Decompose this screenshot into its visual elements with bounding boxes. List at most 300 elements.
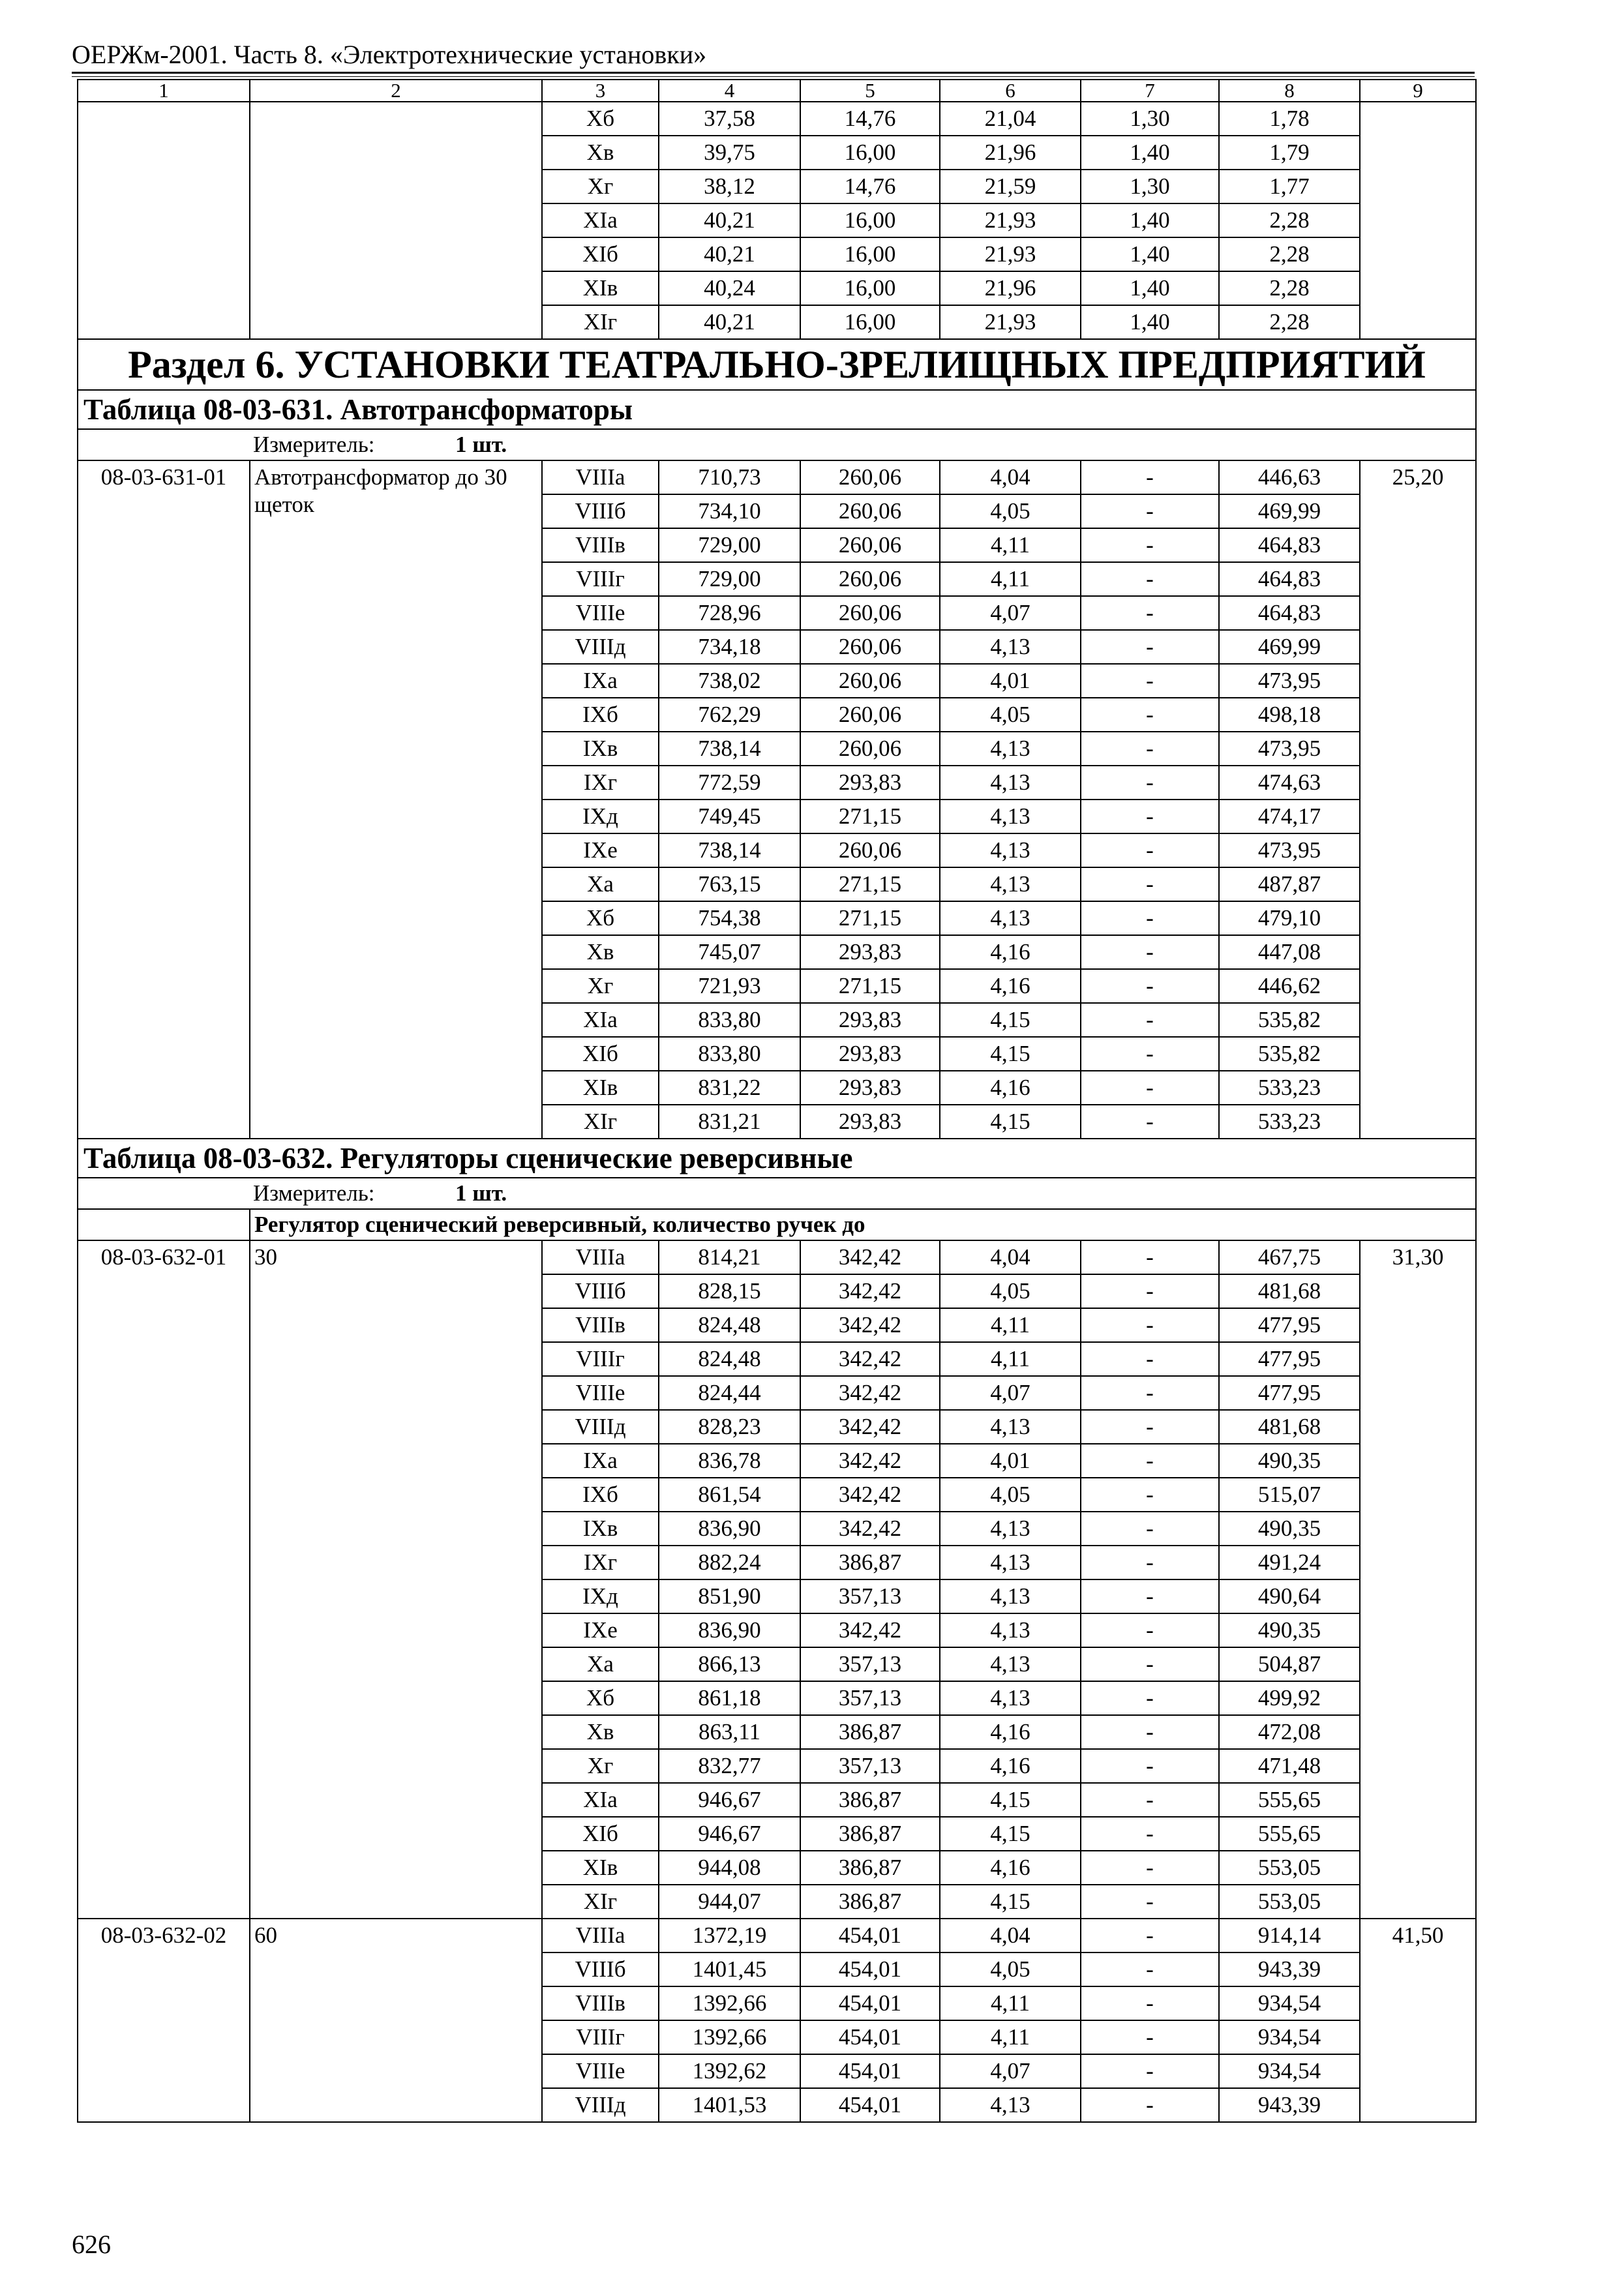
wage-cost: 16,00 bbox=[800, 237, 940, 271]
region-code: VIIIб bbox=[542, 494, 659, 528]
machinist-wage: 1,40 bbox=[1081, 203, 1219, 237]
materials-cost: 2,28 bbox=[1219, 305, 1360, 339]
machinist-wage: - bbox=[1081, 1579, 1219, 1613]
materials-cost: 491,24 bbox=[1219, 1546, 1360, 1579]
machine-cost: 4,15 bbox=[940, 1783, 1081, 1817]
materials-cost: 934,54 bbox=[1219, 2020, 1360, 2054]
region-code: Xа bbox=[542, 1647, 659, 1681]
wage-cost: 454,01 bbox=[800, 1952, 940, 1986]
total-cost: 946,67 bbox=[659, 1817, 800, 1851]
machine-cost: 4,07 bbox=[940, 1376, 1081, 1410]
materials-cost: 464,83 bbox=[1219, 596, 1360, 630]
machine-cost: 4,04 bbox=[940, 1919, 1081, 1952]
total-cost: 749,45 bbox=[659, 800, 800, 833]
wage-cost: 342,42 bbox=[800, 1512, 940, 1546]
item-name bbox=[250, 102, 542, 339]
machine-cost: 4,13 bbox=[940, 1681, 1081, 1715]
column-number: 3 bbox=[542, 80, 659, 102]
wage-cost: 260,06 bbox=[800, 494, 940, 528]
total-cost: 882,24 bbox=[659, 1546, 800, 1579]
materials-cost: 447,08 bbox=[1219, 935, 1360, 969]
table-row bbox=[78, 460, 1476, 494]
wage-cost: 260,06 bbox=[800, 833, 940, 867]
total-cost: 861,18 bbox=[659, 1681, 800, 1715]
region-code: VIIIд bbox=[542, 630, 659, 664]
machinist-wage: - bbox=[1081, 528, 1219, 562]
region-code: VIIIг bbox=[542, 562, 659, 596]
region-code: Xв bbox=[542, 935, 659, 969]
machinist-wage: - bbox=[1081, 562, 1219, 596]
total-cost: 738,14 bbox=[659, 732, 800, 766]
machinist-wage: - bbox=[1081, 1613, 1219, 1647]
region-code: IXв bbox=[542, 732, 659, 766]
total-cost: 40,24 bbox=[659, 271, 800, 305]
materials-cost: 914,14 bbox=[1219, 1919, 1360, 1952]
column-number: 8 bbox=[1219, 80, 1360, 102]
machine-cost: 4,13 bbox=[940, 766, 1081, 800]
machinist-wage: - bbox=[1081, 1952, 1219, 1986]
region-code: IXа bbox=[542, 1444, 659, 1478]
page-number: 626 bbox=[72, 2230, 111, 2259]
labor-cost: 41,50 bbox=[1360, 1919, 1476, 2122]
wage-cost: 293,83 bbox=[800, 1105, 940, 1139]
total-cost: 762,29 bbox=[659, 698, 800, 732]
machine-cost: 4,13 bbox=[940, 800, 1081, 833]
measure-label: Измеритель: bbox=[253, 1180, 375, 1206]
machine-cost: 4,01 bbox=[940, 1444, 1081, 1478]
wage-cost: 14,76 bbox=[800, 170, 940, 203]
machine-cost: 4,15 bbox=[940, 1037, 1081, 1071]
total-cost: 824,48 bbox=[659, 1308, 800, 1342]
wage-cost: 260,06 bbox=[800, 698, 940, 732]
total-cost: 1392,66 bbox=[659, 2020, 800, 2054]
materials-cost: 487,87 bbox=[1219, 867, 1360, 901]
machine-cost: 4,13 bbox=[940, 1613, 1081, 1647]
machinist-wage: - bbox=[1081, 2054, 1219, 2088]
machine-cost: 4,07 bbox=[940, 596, 1081, 630]
measure-row bbox=[78, 429, 1476, 460]
group-title: Регулятор сценический реверсивный, количество ручек до bbox=[250, 1209, 1476, 1240]
wage-cost: 357,13 bbox=[800, 1579, 940, 1613]
region-code: VIIIв bbox=[542, 1986, 659, 2020]
materials-cost: 2,28 bbox=[1219, 203, 1360, 237]
section-row bbox=[78, 339, 1476, 390]
materials-cost: 464,83 bbox=[1219, 528, 1360, 562]
machine-cost: 4,05 bbox=[940, 1952, 1081, 1986]
wage-cost: 454,01 bbox=[800, 2088, 940, 2122]
region-code: XIб bbox=[542, 1037, 659, 1071]
measure bbox=[78, 1178, 1476, 1209]
column-number: 7 bbox=[1081, 80, 1219, 102]
total-cost: 814,21 bbox=[659, 1240, 800, 1274]
machine-cost: 4,16 bbox=[940, 969, 1081, 1003]
total-cost: 944,08 bbox=[659, 1851, 800, 1885]
region-code: IXб bbox=[542, 1478, 659, 1512]
machinist-wage: - bbox=[1081, 1817, 1219, 1851]
machinist-wage: - bbox=[1081, 1071, 1219, 1105]
machine-cost: 4,07 bbox=[940, 2054, 1081, 2088]
machinist-wage: - bbox=[1081, 1003, 1219, 1037]
machine-cost: 4,11 bbox=[940, 528, 1081, 562]
item-code: 08-03-631-01 bbox=[78, 460, 250, 1139]
materials-cost: 471,48 bbox=[1219, 1749, 1360, 1783]
wage-cost: 260,06 bbox=[800, 596, 940, 630]
table-title: Таблица 08-03-631. Автотрансформаторы bbox=[78, 390, 1476, 429]
materials-cost: 934,54 bbox=[1219, 1986, 1360, 2020]
table-title-row bbox=[78, 390, 1476, 429]
item-code bbox=[78, 102, 250, 339]
machinist-wage: 1,40 bbox=[1081, 237, 1219, 271]
machinist-wage: - bbox=[1081, 1410, 1219, 1444]
machine-cost: 4,16 bbox=[940, 1071, 1081, 1105]
item-name: 60 bbox=[250, 1919, 542, 2122]
total-cost: 836,90 bbox=[659, 1512, 800, 1546]
materials-cost: 477,95 bbox=[1219, 1342, 1360, 1376]
machinist-wage: - bbox=[1081, 2020, 1219, 2054]
machine-cost: 21,96 bbox=[940, 136, 1081, 170]
machine-cost: 21,93 bbox=[940, 305, 1081, 339]
measure-row bbox=[78, 1178, 1476, 1209]
total-cost: 721,93 bbox=[659, 969, 800, 1003]
region-code: VIIIг bbox=[542, 1342, 659, 1376]
region-code: IXе bbox=[542, 1613, 659, 1647]
machinist-wage: - bbox=[1081, 1342, 1219, 1376]
region-code: Xб bbox=[542, 102, 659, 136]
machinist-wage: - bbox=[1081, 1037, 1219, 1071]
materials-cost: 515,07 bbox=[1219, 1478, 1360, 1512]
materials-cost: 535,82 bbox=[1219, 1037, 1360, 1071]
machinist-wage: - bbox=[1081, 1240, 1219, 1274]
region-code: XIб bbox=[542, 1817, 659, 1851]
materials-cost: 1,78 bbox=[1219, 102, 1360, 136]
total-cost: 831,22 bbox=[659, 1071, 800, 1105]
region-code: VIIIа bbox=[542, 1919, 659, 1952]
total-cost: 710,73 bbox=[659, 460, 800, 494]
wage-cost: 293,83 bbox=[800, 1071, 940, 1105]
total-cost: 944,07 bbox=[659, 1885, 800, 1919]
region-code: Xг bbox=[542, 1749, 659, 1783]
materials-cost: 490,64 bbox=[1219, 1579, 1360, 1613]
total-cost: 866,13 bbox=[659, 1647, 800, 1681]
labor-cost: 25,20 bbox=[1360, 460, 1476, 1139]
wage-cost: 260,06 bbox=[800, 528, 940, 562]
wage-cost: 271,15 bbox=[800, 800, 940, 833]
machine-cost: 4,16 bbox=[940, 1749, 1081, 1783]
wage-cost: 14,76 bbox=[800, 102, 940, 136]
machinist-wage: - bbox=[1081, 800, 1219, 833]
materials-cost: 490,35 bbox=[1219, 1512, 1360, 1546]
machinist-wage: - bbox=[1081, 698, 1219, 732]
materials-cost: 1,77 bbox=[1219, 170, 1360, 203]
region-code: Xб bbox=[542, 1681, 659, 1715]
total-cost: 832,77 bbox=[659, 1749, 800, 1783]
machinist-wage: - bbox=[1081, 1478, 1219, 1512]
column-number: 1 bbox=[78, 80, 250, 102]
region-code: IXб bbox=[542, 698, 659, 732]
machine-cost: 4,04 bbox=[940, 1240, 1081, 1274]
total-cost: 828,15 bbox=[659, 1274, 800, 1308]
wage-cost: 342,42 bbox=[800, 1240, 940, 1274]
total-cost: 824,48 bbox=[659, 1342, 800, 1376]
wage-cost: 260,06 bbox=[800, 732, 940, 766]
machine-cost: 21,04 bbox=[940, 102, 1081, 136]
region-code: XIв bbox=[542, 1851, 659, 1885]
group-title-row bbox=[78, 1209, 1476, 1240]
wage-cost: 454,01 bbox=[800, 1919, 940, 1952]
wage-cost: 271,15 bbox=[800, 867, 940, 901]
materials-cost: 504,87 bbox=[1219, 1647, 1360, 1681]
total-cost: 863,11 bbox=[659, 1715, 800, 1749]
total-cost: 729,00 bbox=[659, 562, 800, 596]
column-number: 6 bbox=[940, 80, 1081, 102]
total-cost: 734,10 bbox=[659, 494, 800, 528]
rates-table-body bbox=[78, 80, 1476, 2122]
total-cost: 729,00 bbox=[659, 528, 800, 562]
materials-cost: 533,23 bbox=[1219, 1105, 1360, 1139]
labor-cost bbox=[1360, 102, 1476, 339]
machine-cost: 4,16 bbox=[940, 1851, 1081, 1885]
total-cost: 828,23 bbox=[659, 1410, 800, 1444]
machinist-wage: - bbox=[1081, 1885, 1219, 1919]
materials-cost: 469,99 bbox=[1219, 494, 1360, 528]
region-code: VIIIв bbox=[542, 1308, 659, 1342]
materials-cost: 469,99 bbox=[1219, 630, 1360, 664]
materials-cost: 446,63 bbox=[1219, 460, 1360, 494]
total-cost: 831,21 bbox=[659, 1105, 800, 1139]
total-cost: 836,78 bbox=[659, 1444, 800, 1478]
region-code: IXе bbox=[542, 833, 659, 867]
machinist-wage: - bbox=[1081, 969, 1219, 1003]
machinist-wage: - bbox=[1081, 494, 1219, 528]
total-cost: 39,75 bbox=[659, 136, 800, 170]
machine-cost: 4,15 bbox=[940, 1817, 1081, 1851]
machinist-wage: 1,30 bbox=[1081, 102, 1219, 136]
region-code: XIа bbox=[542, 1783, 659, 1817]
machinist-wage: - bbox=[1081, 460, 1219, 494]
materials-cost: 464,83 bbox=[1219, 562, 1360, 596]
wage-cost: 386,87 bbox=[800, 1783, 940, 1817]
materials-cost: 499,92 bbox=[1219, 1681, 1360, 1715]
machinist-wage: - bbox=[1081, 1376, 1219, 1410]
table-row bbox=[78, 1240, 1476, 1274]
region-code: Xг bbox=[542, 969, 659, 1003]
machine-cost: 4,13 bbox=[940, 630, 1081, 664]
total-cost: 734,18 bbox=[659, 630, 800, 664]
wage-cost: 16,00 bbox=[800, 271, 940, 305]
materials-cost: 2,28 bbox=[1219, 271, 1360, 305]
region-code: VIIIе bbox=[542, 596, 659, 630]
materials-cost: 473,95 bbox=[1219, 833, 1360, 867]
region-code: IXв bbox=[542, 1512, 659, 1546]
machine-cost: 4,13 bbox=[940, 901, 1081, 935]
region-code: VIIIе bbox=[542, 1376, 659, 1410]
total-cost: 738,02 bbox=[659, 664, 800, 698]
region-code: VIIIв bbox=[542, 528, 659, 562]
region-code: VIIIд bbox=[542, 2088, 659, 2122]
total-cost: 728,96 bbox=[659, 596, 800, 630]
item-code: 08-03-632-01 bbox=[78, 1240, 250, 1919]
table-title-row bbox=[78, 1139, 1476, 1178]
total-cost: 763,15 bbox=[659, 867, 800, 901]
machine-cost: 4,05 bbox=[940, 494, 1081, 528]
machine-cost: 4,04 bbox=[940, 460, 1081, 494]
wage-cost: 342,42 bbox=[800, 1376, 940, 1410]
machinist-wage: - bbox=[1081, 1681, 1219, 1715]
labor-cost: 31,30 bbox=[1360, 1240, 1476, 1919]
machine-cost: 4,13 bbox=[940, 1647, 1081, 1681]
wage-cost: 342,42 bbox=[800, 1308, 940, 1342]
total-cost: 745,07 bbox=[659, 935, 800, 969]
region-code: XIа bbox=[542, 203, 659, 237]
machine-cost: 4,15 bbox=[940, 1003, 1081, 1037]
wage-cost: 454,01 bbox=[800, 2054, 940, 2088]
region-code: Xг bbox=[542, 170, 659, 203]
wage-cost: 260,06 bbox=[800, 562, 940, 596]
total-cost: 40,21 bbox=[659, 203, 800, 237]
machine-cost: 21,93 bbox=[940, 237, 1081, 271]
machinist-wage: 1,40 bbox=[1081, 271, 1219, 305]
materials-cost: 490,35 bbox=[1219, 1613, 1360, 1647]
machinist-wage: - bbox=[1081, 732, 1219, 766]
machine-cost: 4,11 bbox=[940, 562, 1081, 596]
wage-cost: 386,87 bbox=[800, 1546, 940, 1579]
total-cost: 833,80 bbox=[659, 1003, 800, 1037]
machinist-wage: - bbox=[1081, 935, 1219, 969]
machine-cost: 4,05 bbox=[940, 698, 1081, 732]
region-code: Xа bbox=[542, 867, 659, 901]
total-cost: 38,12 bbox=[659, 170, 800, 203]
total-cost: 754,38 bbox=[659, 901, 800, 935]
machine-cost: 4,11 bbox=[940, 1342, 1081, 1376]
measure-value: 1 шт. bbox=[455, 432, 507, 457]
total-cost: 1401,45 bbox=[659, 1952, 800, 1986]
materials-cost: 474,17 bbox=[1219, 800, 1360, 833]
region-code: VIIIг bbox=[542, 2020, 659, 2054]
rates-table bbox=[77, 79, 1477, 2123]
wage-cost: 293,83 bbox=[800, 935, 940, 969]
machinist-wage: - bbox=[1081, 1105, 1219, 1139]
measure-label: Измеритель: bbox=[253, 432, 375, 457]
column-number: 9 bbox=[1360, 80, 1476, 102]
machinist-wage: - bbox=[1081, 1444, 1219, 1478]
machine-cost: 4,05 bbox=[940, 1274, 1081, 1308]
wage-cost: 386,87 bbox=[800, 1715, 940, 1749]
machinist-wage: - bbox=[1081, 867, 1219, 901]
column-number: 5 bbox=[800, 80, 940, 102]
wage-cost: 293,83 bbox=[800, 1003, 940, 1037]
machinist-wage: 1,30 bbox=[1081, 170, 1219, 203]
wage-cost: 342,42 bbox=[800, 1410, 940, 1444]
wage-cost: 260,06 bbox=[800, 460, 940, 494]
materials-cost: 934,54 bbox=[1219, 2054, 1360, 2088]
total-cost: 1392,62 bbox=[659, 2054, 800, 2088]
region-code: XIг bbox=[542, 305, 659, 339]
region-code: VIIIб bbox=[542, 1274, 659, 1308]
region-code: VIIIе bbox=[542, 2054, 659, 2088]
region-code: IXд bbox=[542, 1579, 659, 1613]
header-rule bbox=[72, 72, 1475, 74]
wage-cost: 16,00 bbox=[800, 136, 940, 170]
machine-cost: 4,16 bbox=[940, 1715, 1081, 1749]
machinist-wage: - bbox=[1081, 833, 1219, 867]
machine-cost: 4,15 bbox=[940, 1885, 1081, 1919]
machine-cost: 4,01 bbox=[940, 664, 1081, 698]
machine-cost: 4,13 bbox=[940, 1546, 1081, 1579]
materials-cost: 943,39 bbox=[1219, 1952, 1360, 1986]
wage-cost: 342,42 bbox=[800, 1342, 940, 1376]
header-rule-thin bbox=[72, 76, 1475, 77]
machinist-wage: - bbox=[1081, 630, 1219, 664]
wage-cost: 342,42 bbox=[800, 1613, 940, 1647]
wage-cost: 293,83 bbox=[800, 1037, 940, 1071]
region-code: XIг bbox=[542, 1885, 659, 1919]
materials-cost: 479,10 bbox=[1219, 901, 1360, 935]
materials-cost: 481,68 bbox=[1219, 1274, 1360, 1308]
total-cost: 824,44 bbox=[659, 1376, 800, 1410]
machinist-wage: - bbox=[1081, 1274, 1219, 1308]
column-number: 4 bbox=[659, 80, 800, 102]
materials-cost: 553,05 bbox=[1219, 1851, 1360, 1885]
running-header: ОЕРЖм-2001. Часть 8. «Электротехнические установки» bbox=[72, 40, 707, 69]
machine-cost: 4,11 bbox=[940, 1986, 1081, 2020]
wage-cost: 357,13 bbox=[800, 1681, 940, 1715]
materials-cost: 477,95 bbox=[1219, 1308, 1360, 1342]
wage-cost: 260,06 bbox=[800, 630, 940, 664]
wage-cost: 386,87 bbox=[800, 1851, 940, 1885]
item-name: Автотрансформатор до 30 щеток bbox=[250, 460, 542, 1139]
machine-cost: 4,13 bbox=[940, 1579, 1081, 1613]
wage-cost: 16,00 bbox=[800, 203, 940, 237]
materials-cost: 943,39 bbox=[1219, 2088, 1360, 2122]
region-code: XIб bbox=[542, 237, 659, 271]
materials-cost: 490,35 bbox=[1219, 1444, 1360, 1478]
wage-cost: 271,15 bbox=[800, 901, 940, 935]
materials-cost: 553,05 bbox=[1219, 1885, 1360, 1919]
total-cost: 37,58 bbox=[659, 102, 800, 136]
machine-cost: 4,13 bbox=[940, 732, 1081, 766]
machinist-wage: - bbox=[1081, 1546, 1219, 1579]
total-cost: 1401,53 bbox=[659, 2088, 800, 2122]
wage-cost: 342,42 bbox=[800, 1478, 940, 1512]
wage-cost: 357,13 bbox=[800, 1749, 940, 1783]
total-cost: 946,67 bbox=[659, 1783, 800, 1817]
materials-cost: 473,95 bbox=[1219, 732, 1360, 766]
machinist-wage: - bbox=[1081, 1715, 1219, 1749]
machine-cost: 21,59 bbox=[940, 170, 1081, 203]
item-name: 30 bbox=[250, 1240, 542, 1919]
machinist-wage: - bbox=[1081, 901, 1219, 935]
region-code: XIв bbox=[542, 271, 659, 305]
machine-cost: 21,93 bbox=[940, 203, 1081, 237]
wage-cost: 454,01 bbox=[800, 2020, 940, 2054]
region-code: XIв bbox=[542, 1071, 659, 1105]
total-cost: 1372,19 bbox=[659, 1919, 800, 1952]
materials-cost: 481,68 bbox=[1219, 1410, 1360, 1444]
column-number-row bbox=[78, 80, 1476, 102]
wage-cost: 16,00 bbox=[800, 305, 940, 339]
region-code: XIг bbox=[542, 1105, 659, 1139]
machine-cost: 4,05 bbox=[940, 1478, 1081, 1512]
machine-cost: 4,13 bbox=[940, 2088, 1081, 2122]
column-number: 2 bbox=[250, 80, 542, 102]
total-cost: 836,90 bbox=[659, 1613, 800, 1647]
machine-cost: 4,11 bbox=[940, 2020, 1081, 2054]
machinist-wage: - bbox=[1081, 766, 1219, 800]
machinist-wage: - bbox=[1081, 1783, 1219, 1817]
materials-cost: 467,75 bbox=[1219, 1240, 1360, 1274]
machinist-wage: - bbox=[1081, 1512, 1219, 1546]
materials-cost: 474,63 bbox=[1219, 766, 1360, 800]
